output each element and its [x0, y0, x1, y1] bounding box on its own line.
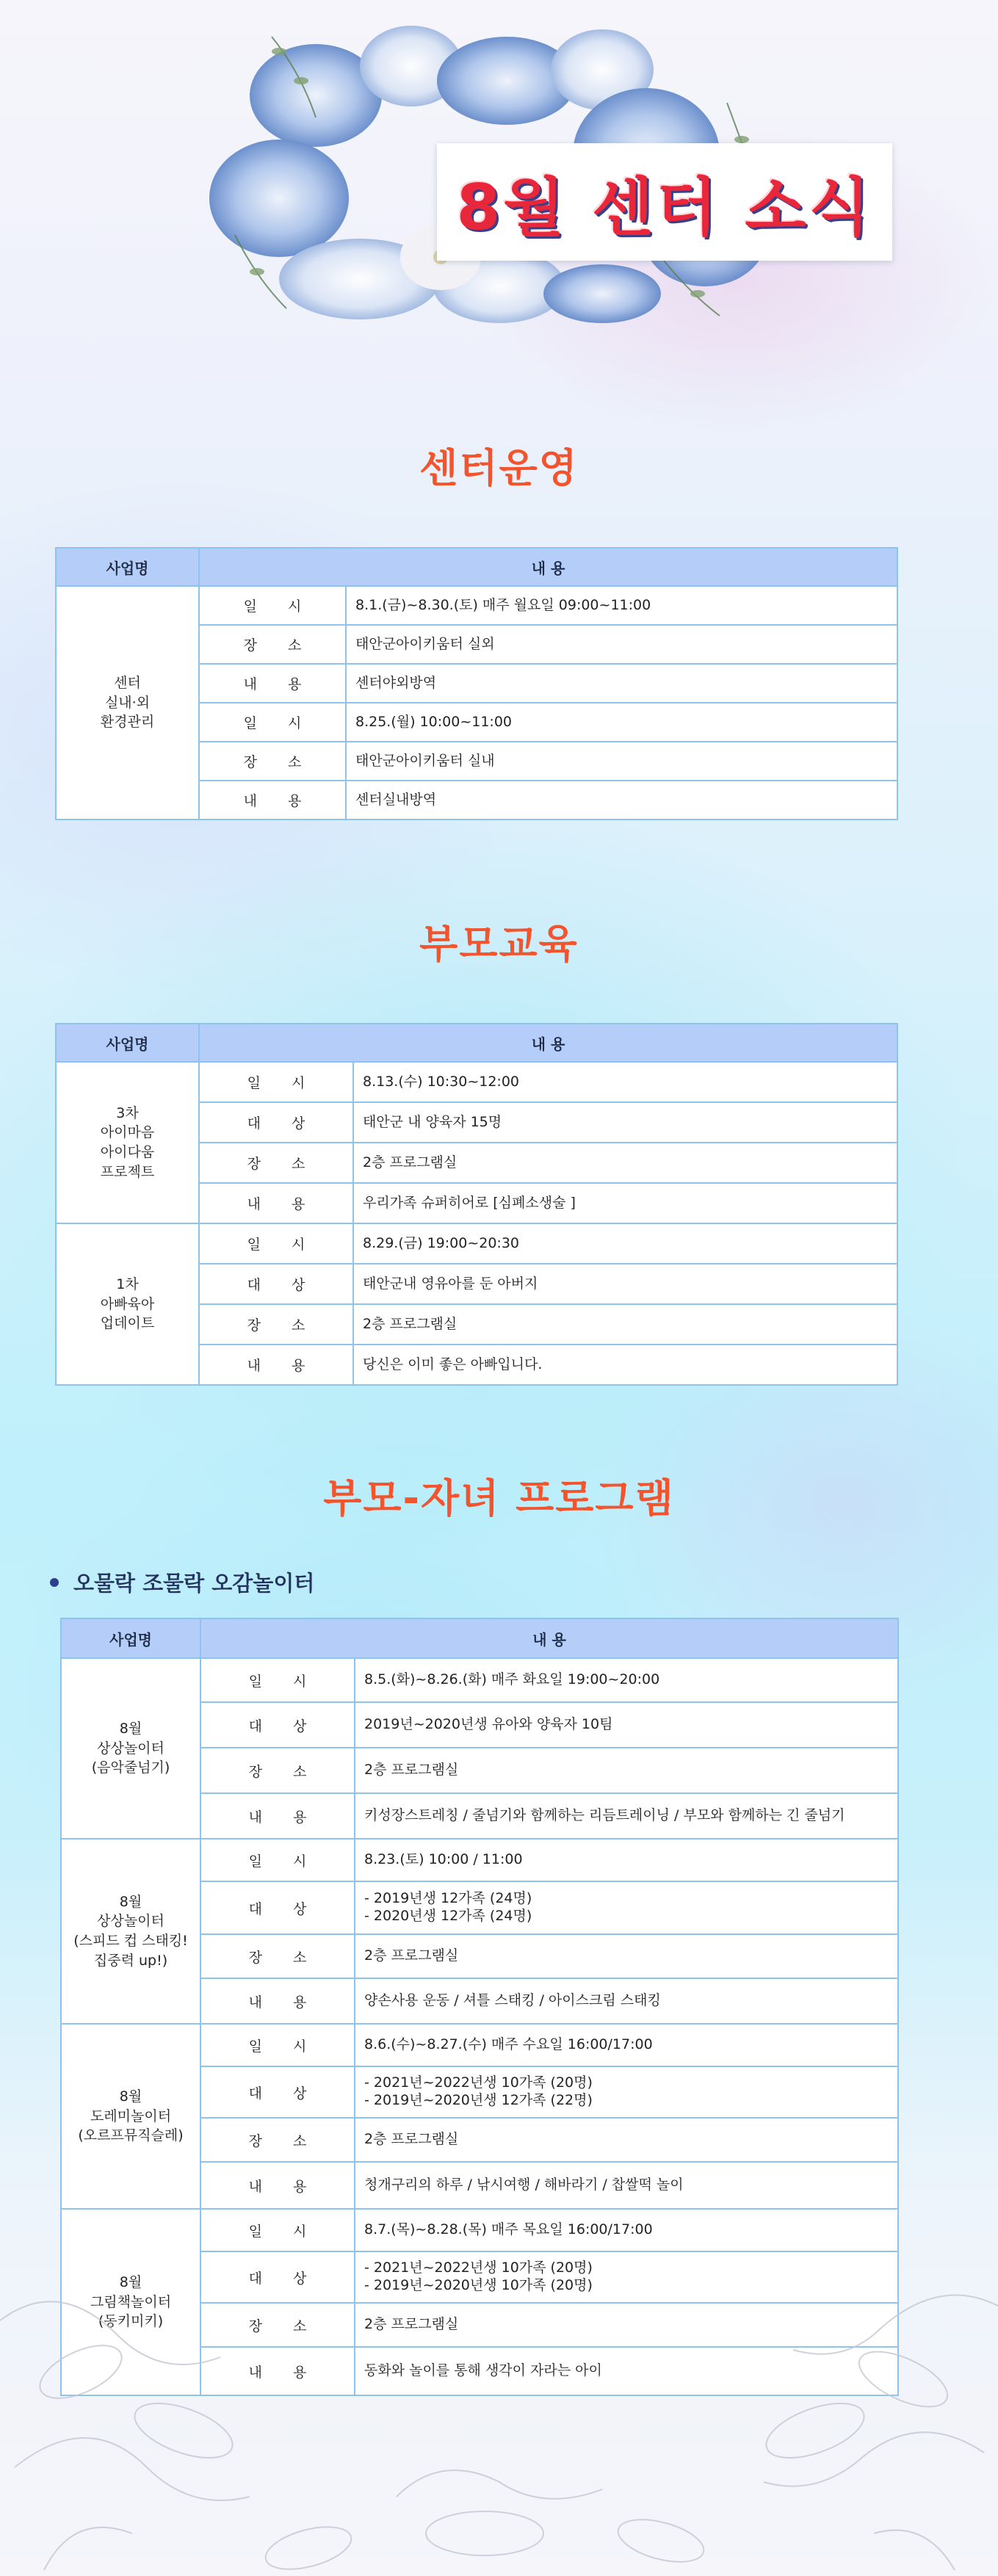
row-key: 내 용	[200, 1793, 355, 1839]
row-value: 청개구리의 하루 / 낚시여행 / 해바라기 / 찹쌀떡 놀이	[355, 2162, 898, 2209]
program-subheading	[50, 1567, 314, 1597]
row-key: 대 상	[200, 2251, 355, 2303]
row-key: 내 용	[200, 1978, 355, 2024]
header-cell-program: 사업명	[56, 548, 199, 586]
table-header-row	[61, 1618, 898, 1658]
row-value: 2019년~2020년생 유아와 양육자 10팀	[355, 1702, 898, 1748]
row-value: - 2021년~2022년생 10가족 (20명) - 2019년~2020년생 10가족 (20명)	[355, 2251, 898, 2303]
subheading-text: 오물락 조물락 오감놀이터	[73, 1571, 315, 1596]
header-cell-content: 내 용	[200, 1618, 898, 1658]
row-value: 태안군내 영유아를 둔 아버지	[353, 1264, 897, 1304]
row-value: 우리가족 슈퍼히어로 [심폐소생술 ]	[353, 1183, 897, 1223]
center-operation-table	[55, 547, 898, 820]
row-value: 동화와 놀이를 통해 생각이 자라는 아이	[355, 2347, 898, 2395]
program-name-cell: 센터 실내·외 환경관리	[56, 586, 199, 820]
row-key: 대 상	[200, 2066, 355, 2118]
row-key: 일 시	[199, 586, 346, 625]
row-key: 대 상	[199, 1264, 353, 1304]
row-key: 내 용	[200, 2347, 355, 2395]
header-cell-program: 사업명	[56, 1024, 199, 1062]
table-row	[61, 1839, 898, 1881]
header-cell-content: 내 용	[199, 548, 897, 586]
program-name-cell: 8월 상상놀이터 (음악줄넘기)	[61, 1658, 200, 1839]
row-value: 8.13.(수) 10:30~12:00	[353, 1062, 897, 1102]
row-value: 8.7.(목)~8.28.(목) 매주 목요일 16:00/17:00	[355, 2209, 898, 2251]
table-row	[56, 1223, 897, 1264]
row-value: 8.25.(월) 10:00~11:00	[346, 703, 897, 742]
row-value: 센터야외방역	[346, 664, 897, 703]
row-value: 2층 프로그램실	[353, 1143, 897, 1183]
row-key: 일 시	[200, 1658, 355, 1702]
row-key: 내 용	[200, 2162, 355, 2209]
row-key: 장 소	[200, 1748, 355, 1793]
row-key: 장 소	[199, 1143, 353, 1183]
program-name-cell: 3차 아이마음 아이다움 프로젝트	[56, 1062, 199, 1223]
row-key: 내 용	[199, 1183, 353, 1223]
row-key: 내 용	[199, 1345, 353, 1385]
row-value: 2층 프로그램실	[355, 2118, 898, 2162]
row-key: 장 소	[200, 1934, 355, 1978]
row-value: 2층 프로그램실	[353, 1304, 897, 1345]
row-key: 장 소	[199, 742, 346, 781]
row-key: 장 소	[200, 2303, 355, 2347]
row-value: 양손사용 운동 / 셔틀 스태킹 / 아이스크림 스태킹	[355, 1978, 898, 2024]
row-key: 대 상	[200, 1881, 355, 1934]
floral-line-art-decoration	[0, 2188, 998, 2570]
row-value: 8.1.(금)~8.30.(토) 매주 월요일 09:00~11:00	[346, 586, 897, 625]
table-header-row	[56, 1024, 897, 1062]
header-cell-program: 사업명	[61, 1618, 200, 1658]
section-title-parent-education: 부모교육	[419, 921, 579, 967]
row-value: - 2019년생 12가족 (24명) - 2020년생 12가족 (24명)	[355, 1881, 898, 1934]
row-key: 장 소	[199, 625, 346, 664]
row-value: 태안군아이키움터 실외	[346, 625, 897, 664]
row-value: 키성장스트레칭 / 줄넘기와 함께하는 리듬트레이닝 / 부모와 함께하는 긴 줄넘기	[355, 1793, 898, 1839]
row-value: 8.23.(토) 10:00 / 11:00	[355, 1839, 898, 1881]
row-key: 내 용	[199, 781, 346, 820]
program-name-cell: 8월 그림책놀이터 (동키미키)	[61, 2209, 200, 2395]
row-key: 대 상	[200, 1702, 355, 1748]
program-name-cell: 8월 상상놀이터 (스피드 컵 스태킹! 집중력 up!)	[61, 1839, 200, 2024]
page-title: 8월 센터 소식	[456, 171, 873, 245]
row-key: 일 시	[200, 1839, 355, 1881]
row-key: 대 상	[199, 1102, 353, 1143]
row-key: 내 용	[199, 664, 346, 703]
table-row	[61, 2024, 898, 2066]
section-title-parent-child-program: 부모-자녀 프로그램	[323, 1475, 675, 1522]
row-key: 일 시	[199, 703, 346, 742]
table-row	[61, 1658, 898, 1702]
banner-title-card	[437, 143, 892, 261]
row-key: 일 시	[200, 2024, 355, 2066]
row-value: 태안군아이키움터 실내	[346, 742, 897, 781]
table-row	[56, 586, 897, 625]
header-cell-content: 내 용	[199, 1024, 897, 1062]
row-key: 장 소	[200, 2118, 355, 2162]
parent-education-table	[55, 1023, 898, 1386]
row-value: 2층 프로그램실	[355, 1748, 898, 1793]
bullet-icon	[50, 1578, 59, 1587]
section-title-center-operation: 센터운영	[419, 445, 579, 491]
row-value: - 2021년~2022년생 10가족 (20명) - 2019년~2020년생 12가족 (22명)	[355, 2066, 898, 2118]
header-banner	[191, 15, 873, 330]
table-header-row	[56, 548, 897, 586]
row-value: 태안군 내 양육자 15명	[353, 1102, 897, 1143]
row-key: 일 시	[200, 2209, 355, 2251]
program-name-cell: 8월 도레미놀이터 (오르프뮤직슬레)	[61, 2024, 200, 2209]
row-value: 당신은 이미 좋은 아빠입니다.	[353, 1345, 897, 1385]
row-value: 2층 프로그램실	[355, 1934, 898, 1978]
row-value: 8.5.(화)~8.26.(화) 매주 화요일 19:00~20:00	[355, 1658, 898, 1702]
row-value: 2층 프로그램실	[355, 2303, 898, 2347]
program-name-cell: 1차 아빠육아 업데이트	[56, 1223, 199, 1385]
row-key: 장 소	[199, 1304, 353, 1345]
row-value: 8.29.(금) 19:00~20:30	[353, 1223, 897, 1264]
row-value: 센터실내방역	[346, 781, 897, 820]
row-value: 8.6.(수)~8.27.(수) 매주 수요일 16:00/17:00	[355, 2024, 898, 2066]
row-key: 일 시	[199, 1062, 353, 1102]
table-row	[56, 1062, 897, 1102]
row-key: 일 시	[199, 1223, 353, 1264]
